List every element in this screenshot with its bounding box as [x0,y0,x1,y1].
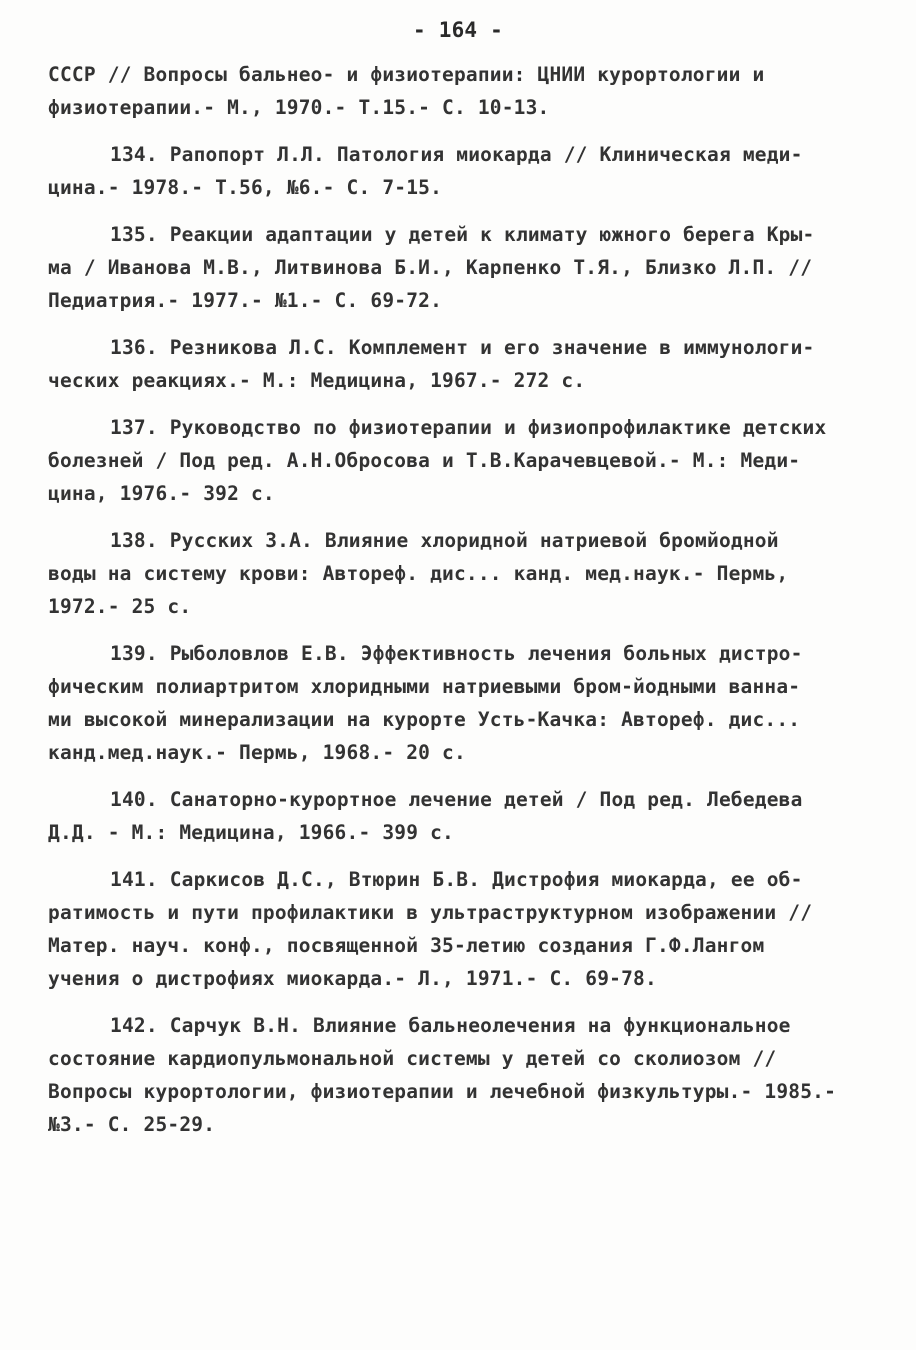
reference-line: №3.- С. 25-29. [48,1113,216,1136]
reference-entry [48,331,868,397]
reference-entry [48,637,868,769]
reference-line: 142. Сарчук В.Н. Влияние бальнеолечения на функциональное [110,1014,791,1037]
reference-entry [48,524,868,623]
reference-line: фическим полиартритом хлоридными натриевыми бром-йодными ванна- [48,675,801,698]
reference-line: воды на систему крови: Автореф. дис... канд. мед.наук.- Пермь, [48,562,789,585]
reference-line: СССР // Вопросы бальнео- и физиотерапии: ЦНИИ курортологии и [48,63,765,86]
reference-entry [48,1009,868,1141]
reference-line: ратимость и пути профилактики в ультраструктурном изображении // [48,901,813,924]
reference-entry [48,138,868,204]
reference-entry [48,783,868,849]
reference-line: 137. Руководство по физиотерапии и физиопрофилактике детских [110,416,827,439]
reference-line: ческих реакциях.- М.: Медицина, 1967.- 272 с. [48,369,586,392]
reference-list [48,58,868,1155]
reference-line: 136. Резникова Л.С. Комплемент и его значение в иммунологи- [110,336,815,359]
reference-line: 138. Русских З.А. Влияние хлоридной натриевой бромйодной [110,529,779,552]
page-number: - 164 - [413,18,503,42]
reference-line: Матер. науч. конф., посвященной 35-летию создания Г.Ф.Лангом [48,934,765,957]
reference-line: Д.Д. - М.: Медицина, 1966.- 399 с. [48,821,454,844]
reference-line: 134. Рапопорт Л.Л. Патология миокарда // Клиническая меди- [110,143,803,166]
reference-line: 140. Санаторно-курортное лечение детей / Под ред. Лебедева [110,788,803,811]
reference-line: цина, 1976.- 392 с. [48,482,275,505]
reference-line: 139. Рыболовлов Е.В. Эффективность лечения больных дистро- [110,642,803,665]
reference-line: канд.мед.наук.- Пермь, 1968.- 20 с. [48,741,466,764]
reference-line: ма / Иванова М.В., Литвинова Б.И., Карпенко Т.Я., Близко Л.П. // [48,256,813,279]
reference-line: ми высокой минерализации на курорте Усть-Качка: Автореф. дис... [48,708,801,731]
reference-line: цина.- 1978.- Т.56, №6.- С. 7-15. [48,176,443,199]
reference-entry [48,863,868,995]
reference-line: 1972.- 25 с. [48,595,192,618]
reference-line: болезней / Под ред. А.Н.Обросова и Т.В.Карачевцевой.- М.: Меди- [48,449,801,472]
reference-line: Вопросы курортологии, физиотерапии и лечебной физкультуры.- 1985.- [48,1080,837,1103]
reference-entry [48,411,868,510]
reference-line: учения о дистрофиях миокарда.- Л., 1971.- С. 69-78. [48,967,657,990]
reference-entry [48,218,868,317]
reference-line: 141. Саркисов Д.С., Втюрин Б.В. Дистрофия миокарда, ее об- [110,868,803,891]
reference-line: физиотерапии.- М., 1970.- Т.15.- С. 10-13. [48,96,550,119]
reference-line: Педиатрия.- 1977.- №1.- С. 69-72. [48,289,443,312]
reference-line: 135. Реакции адаптации у детей к климату южного берега Кры- [110,223,815,246]
reference-entry [48,58,868,124]
reference-line: состояние кардиопульмональной системы у детей со сколиозом // [48,1047,777,1070]
